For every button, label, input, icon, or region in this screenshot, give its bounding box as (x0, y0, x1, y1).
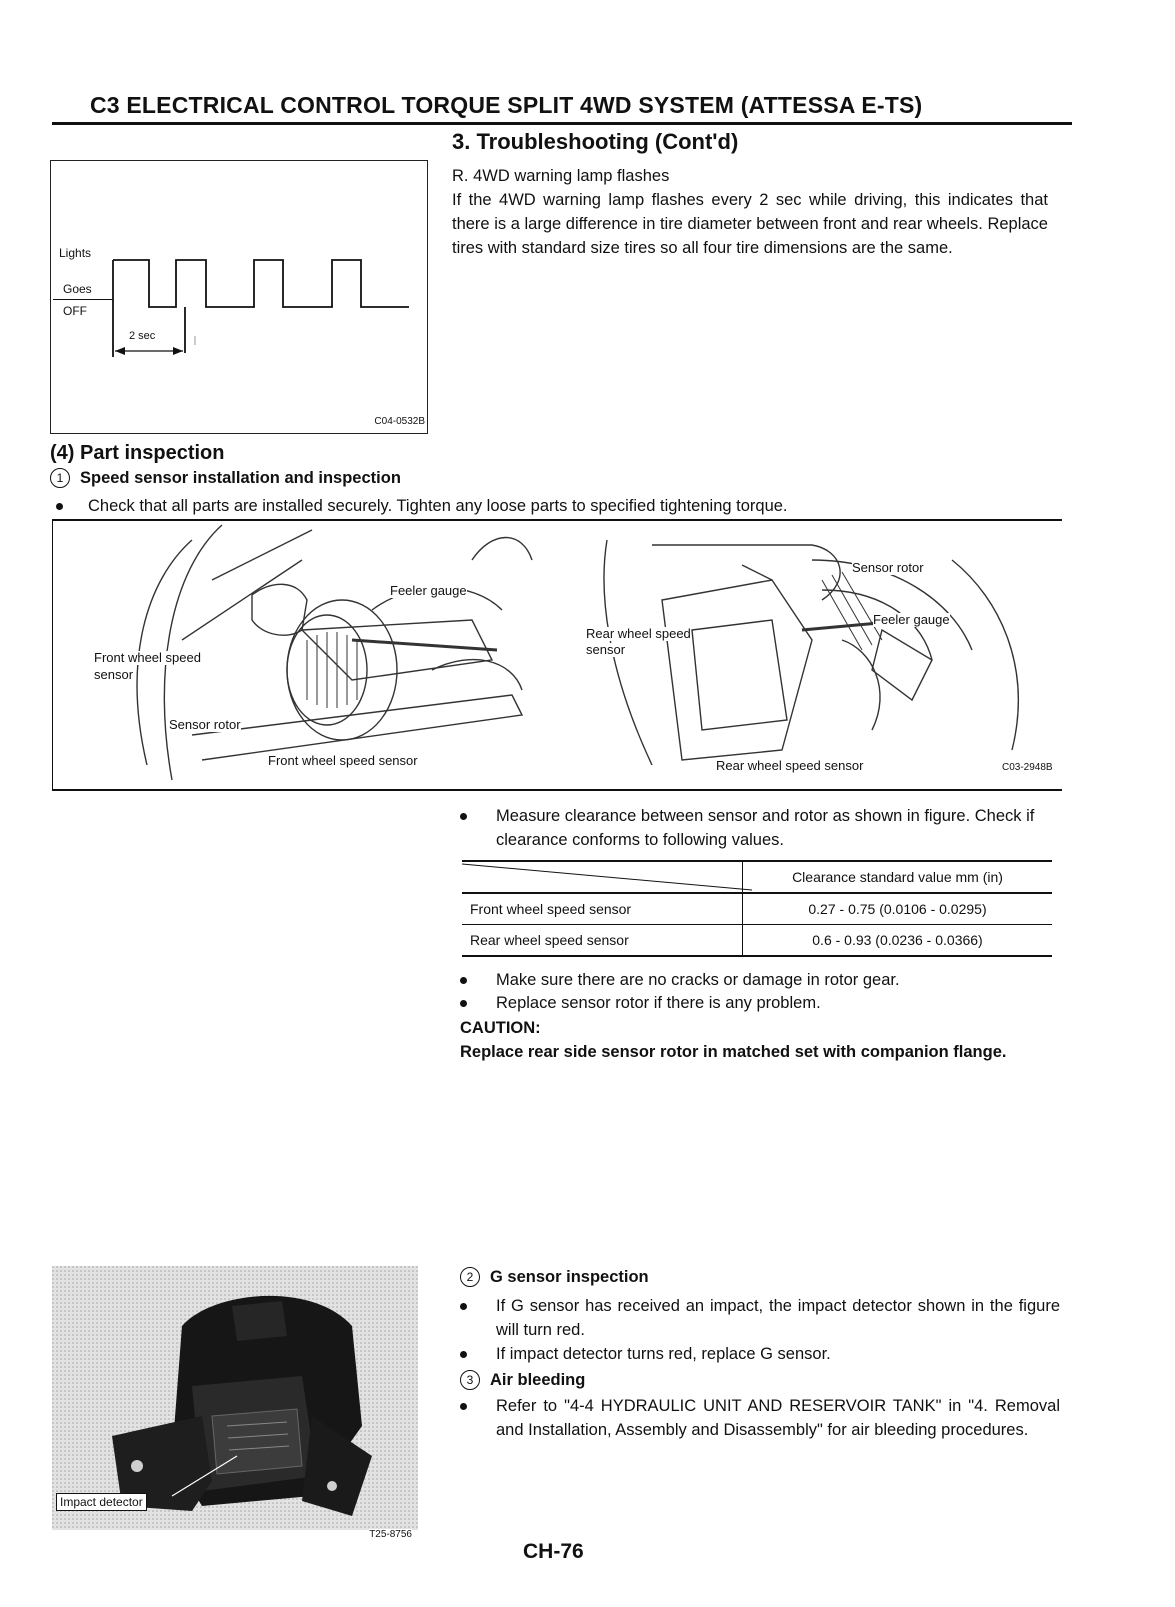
flash-waveform (51, 161, 427, 433)
caution-text: Replace rear side sensor rotor in matched set with companion flange. (460, 1043, 1007, 1061)
bullet-dot (460, 1303, 467, 1310)
g-sensor-title: G sensor inspection (490, 1268, 649, 1286)
label-rear-sensor-b: sensor (586, 642, 626, 657)
caution-label: CAUTION: (460, 1019, 541, 1037)
replace-rotor-bullet: Replace sensor rotor if there is any problem. (460, 991, 1060, 1015)
page-header-title: C3 ELECTRICAL CONTROL TORQUE SPLIT 4WD SYSTEM (ATTESSA E-TS) (90, 92, 923, 118)
label-rear-sensor-bottom: Rear wheel speed sensor (716, 758, 864, 773)
clearance-table-wrap (462, 860, 1052, 957)
speed-sensor-heading (50, 468, 401, 488)
table-row-name: Front wheel speed sensor (462, 893, 743, 925)
replace-g-sensor-bullet: If impact detector turns red, replace G sensor. (460, 1342, 1060, 1366)
speed-sensor-title: Speed sensor installation and inspection (80, 469, 401, 487)
bullet-dot (460, 977, 467, 984)
table-row (462, 925, 1052, 957)
label-front-sensor-b: sensor (94, 667, 134, 682)
label-lights: Lights (59, 246, 92, 260)
table-row-value: 0.6 - 0.93 (0.0236 - 0.0366) (812, 932, 983, 948)
bullet-dot (460, 813, 467, 820)
bullet-dot (460, 1000, 467, 1007)
sensor-illustration (52, 520, 1062, 789)
clearance-table (462, 860, 1052, 957)
flash-figure-code: C04-0532B (374, 416, 425, 427)
table-header-row (462, 861, 1052, 893)
table-corner-diagonal (462, 862, 752, 892)
g-sensor-drawing (52, 1266, 418, 1530)
section-title: 3. Troubleshooting (Cont'd) (452, 129, 739, 154)
label-front-sensor-a: Front wheel speed (94, 650, 201, 665)
photo-figure-code: T25-8756 (369, 1529, 412, 1540)
label-goes: Goes (63, 282, 92, 296)
air-bleeding-heading (460, 1368, 585, 1392)
label-feeler-gauge-rear: Feeler gauge (873, 612, 950, 627)
bullet-dot (460, 1403, 467, 1410)
label-rear-sensor-a: Rear wheel speed (586, 626, 691, 641)
flash-timing-figure (50, 160, 428, 434)
page-number: CH-76 (523, 1540, 584, 1563)
label-interval: 2 sec (129, 330, 156, 342)
g-sensor-heading (460, 1265, 649, 1289)
header-rule (52, 122, 1072, 125)
label-sensor-rotor-front: Sensor rotor (169, 717, 241, 732)
label-off: OFF (63, 304, 87, 318)
step-number-1: 1 (50, 468, 70, 488)
table-row (462, 893, 1052, 925)
label-front-sensor-bottom: Front wheel speed sensor (268, 753, 418, 768)
label-impact-detector: Impact detector (56, 1493, 147, 1511)
table-corner-cell (462, 861, 743, 893)
bullet-dot (56, 503, 63, 510)
warning-lamp-body: If the 4WD warning lamp flashes every 2 sec while driving, this indicates that there is a large difference in tire diameter between front and rear wheels. Replace tires with standard size tires so all four tire dimensions are the same. (452, 191, 1048, 257)
warning-lamp-heading: R. 4WD warning lamp flashes (452, 167, 670, 185)
part-inspection-heading: (4) Part inspection (50, 442, 225, 464)
table-row-value: 0.27 - 0.75 (0.0106 - 0.0295) (808, 901, 987, 917)
label-sensor-rotor-rear: Sensor rotor (852, 560, 924, 575)
air-bleeding-title: Air bleeding (490, 1371, 586, 1389)
table-header-cell: Clearance standard value mm (in) (792, 869, 1003, 885)
step-number-2: 2 (460, 1267, 480, 1287)
sensor-figure-bottom-rule (52, 789, 1062, 791)
bullet-dot (460, 1351, 467, 1358)
sensor-figure-code: C03-2948B (1002, 762, 1053, 773)
label-feeler-gauge-front: Feeler gauge (390, 583, 467, 598)
g-sensor-photo (52, 1266, 418, 1540)
table-row-name: Rear wheel speed sensor (462, 925, 743, 957)
off-line (53, 299, 113, 300)
rotor-gear-bullet: Make sure there are no cracks or damage in rotor gear. (460, 968, 1060, 992)
step-number-3: 3 (460, 1370, 480, 1390)
